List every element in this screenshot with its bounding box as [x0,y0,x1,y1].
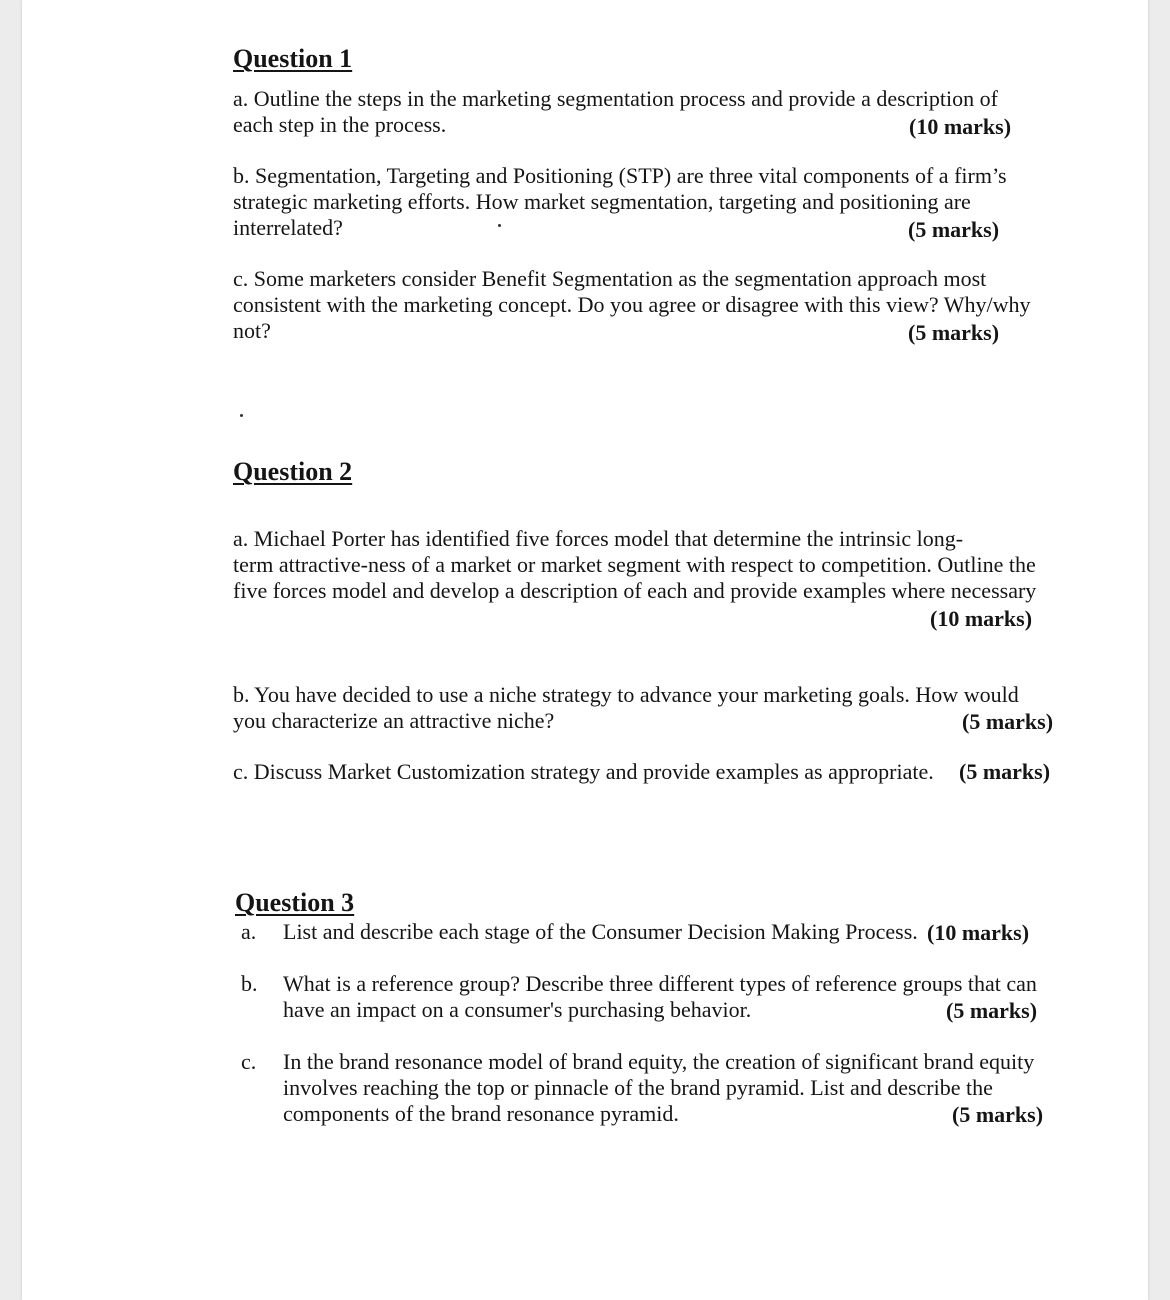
text-line: What is a reference group? Describe three different types of reference groups that can [283,971,1037,996]
question-3-heading: Question 3 [235,888,355,917]
question-3a [241,919,1041,945]
text-line: b. You have decided to use a niche strategy to advance your marketing goals. How would [233,682,1019,707]
scan-speck [498,224,501,227]
text-line: List and describe each stage of the Consumer Decision Making Process. [283,919,918,944]
text-line: a. Outline the steps in the marketing segmentation process and provide a description of [233,86,998,111]
question-3b-text [283,971,1037,1023]
scan-speck [240,414,243,417]
question-2b-text [233,682,1019,734]
question-2a-marks: (10 marks) [930,606,1033,631]
question-1c-marks: (5 marks) [908,320,1000,345]
text-line: consistent with the marketing concept. Do you agree or disagree with this view? Why/why [233,292,1031,317]
text-line: involves reaching the top or pinnacle of the brand pyramid. List and describe the [283,1075,993,1100]
item-label: b. [241,971,258,996]
text-line: not? [233,318,271,343]
text-line: you characterize an attractive niche? [233,708,555,733]
question-2c-marks: (5 marks) [959,759,1051,784]
question-2b-marks: (5 marks) [962,709,1054,734]
text-line: interrelated? [233,215,343,240]
text-line: components of the brand resonance pyramid. [283,1101,679,1126]
item-label: a. [241,919,257,944]
text-line: c. Some marketers consider Benefit Segmentation as the segmentation approach most [233,266,987,291]
question-3a-marks: (10 marks) [927,920,1030,945]
question-3c-text [283,1049,1034,1127]
question-3b [241,971,1061,1023]
text-line: c. Discuss Market Customization strategy and provide examples as appropriate. [233,759,934,784]
question-2-heading: Question 2 [233,457,353,486]
question-1b-text [233,163,1007,241]
question-3b-marks: (5 marks) [946,998,1038,1023]
question-1b-marks: (5 marks) [908,217,1000,242]
question-3a-text [283,919,918,945]
question-1-heading: Question 1 [233,44,353,73]
text-line: term attractive-ness of a market or market segment with respect to competition. Outline the [233,552,1036,577]
text-line: five forces model and develop a description of each and provide examples where necessary [233,578,1037,603]
question-3c [241,1049,1061,1127]
question-1a-text [233,86,998,138]
text-line: have an impact on a consumer's purchasing behavior. [283,997,752,1022]
text-line: strategic marketing efforts. How market segmentation, targeting and positioning are [233,189,971,214]
text-line: a. Michael Porter has identified five forces model that determine the intrinsic long- [233,526,964,551]
question-3c-marks: (5 marks) [952,1102,1044,1127]
question-1a-marks: (10 marks) [909,114,1012,139]
question-2c-text [233,759,934,785]
item-label: c. [241,1049,257,1074]
text-line: b. Segmentation, Targeting and Positioning (STP) are three vital components of a firm’s [233,163,1007,188]
text-line: each step in the process. [233,112,447,137]
text-line: In the brand resonance model of brand equity, the creation of significant brand equity [283,1049,1035,1074]
question-2a-text [233,526,1036,604]
